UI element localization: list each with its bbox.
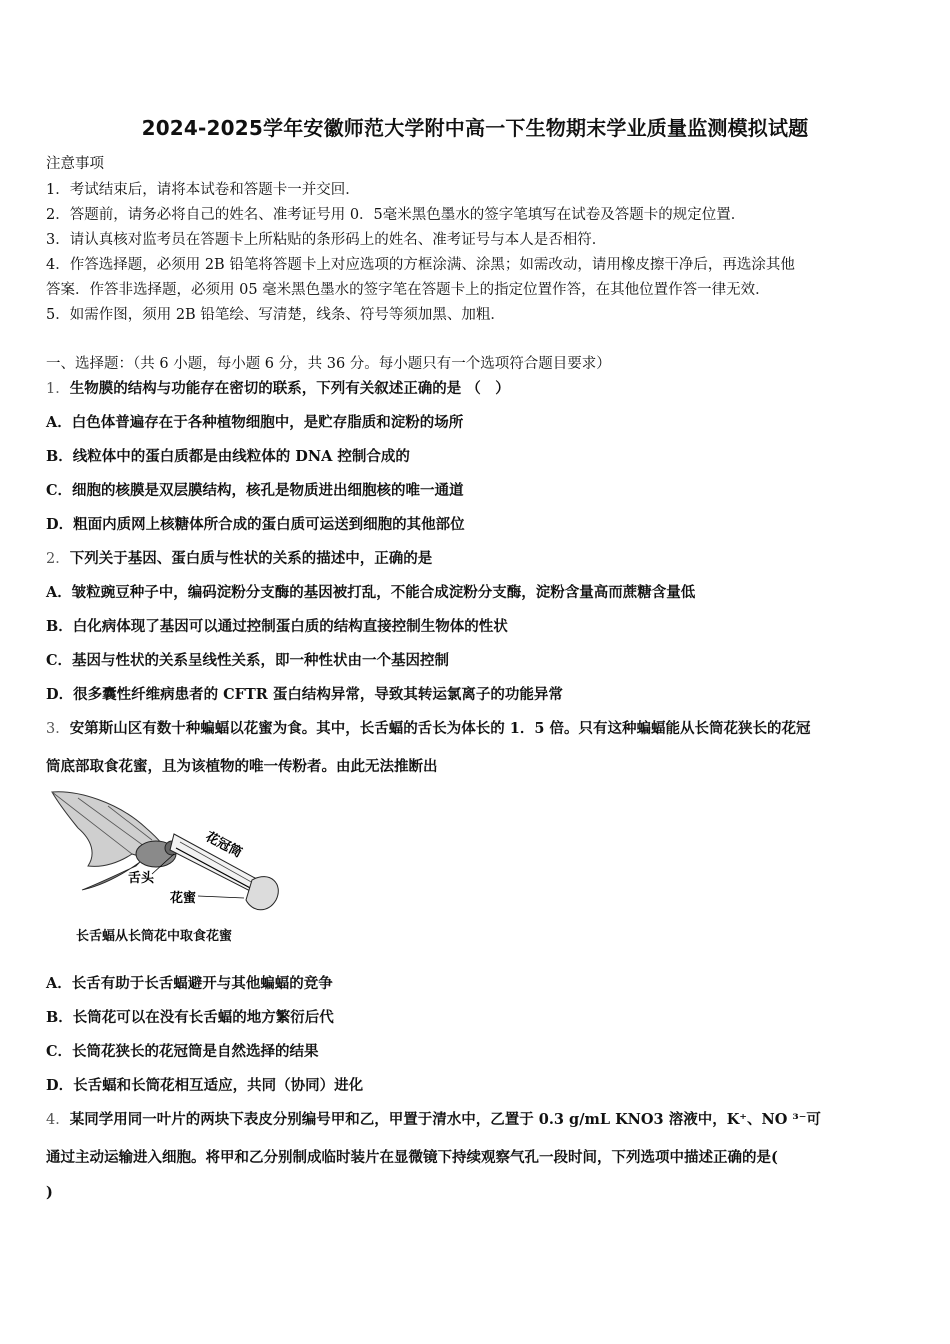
question-stem-cont: 通过主动运输进入细胞。将甲和乙分别制成临时装片在显微镜下持续观察气孔一段时间，下列选项中描述正确的是( [46,1149,778,1166]
tongue [176,848,254,890]
question-number: 3． [46,721,70,737]
question-2 [46,547,432,568]
option-a[interactable]: A．白色体普遍存在于各种植物细胞中，是贮存脂质和淀粉的场所 [46,414,464,431]
option-d[interactable]: D．长舌蝠和长筒花相互适应，共同（协同）进化 [46,1077,364,1094]
page-title: 2024-2025学年安徽师范大学附中高一下生物期末学业质量监测模拟试题 [141,116,809,140]
question-stem-cont: 筒底部取食花蜜，且为该植物的唯一传粉者。由此无法推断出 [46,758,438,775]
notice-heading: 注意事项 [46,156,104,172]
option-c[interactable]: C．细胞的核膜是双层膜结构，核孔是物质进出细胞核的唯一通道 [46,482,464,499]
option-c[interactable]: C．长筒花狭长的花冠筒是自然选择的结果 [46,1043,319,1060]
question-number: 4． [46,1112,70,1128]
question-3 [46,717,811,738]
question-stem: 下列关于基因、蛋白质与性状的关系的描述中，正确的是 [69,550,433,567]
label-nectar: 花蜜 [170,891,197,906]
option-b[interactable]: B．长筒花可以在没有长舌蝠的地方繁衍后代 [46,1009,334,1026]
option-d[interactable]: D．粗面内质网上核糖体所合成的蛋白质可运送到细胞的其他部位 [46,516,465,533]
notice-item: 2．答题前，请务必将自己的姓名、准考证号用 0．5毫米黑色墨水的签字笔填写在试卷及答题卡的规定位置． [46,207,746,223]
question-number: 1． [46,381,70,397]
label-tongue: 舌头 [128,871,155,886]
section-heading: 一、选择题：（共 6 小题，每小题 6 分，共 36 分。每小题只有一个选项符合题目要求） [46,356,611,372]
notice-item: 1．考试结束后，请将本试卷和答题卡一并交回． [46,182,360,198]
label-tube: 花冠筒 [202,829,245,862]
question-1 [46,377,510,398]
option-a[interactable]: A．皱粒豌豆种子中，编码淀粉分支酶的基因被打乱，不能合成淀粉分支酶，淀粉含量高而蔗糖含量低 [46,584,696,601]
option-d[interactable]: D．很多囊性纤维病患者的 CFTR 蛋白结构异常，导致其转运氯离子的功能异常 [46,686,563,703]
notice-item: 答案．作答非选择题，必须用 05 毫米黑色墨水的签字笔在答题卡上的指定位置作答，在其他位置作答一律无效． [46,282,770,298]
question-stem: 某同学用同一叶片的两块下表皮分别编号甲和乙，甲置于清水中，乙置于 0.3 g/mL KNO3 溶液中，K⁺、NO ³⁻可 [69,1111,821,1128]
question-4 [46,1108,821,1129]
option-a[interactable]: A．长舌有助于长舌蝠避开与其他蝙蝠的竞争 [46,975,333,992]
option-c[interactable]: C．基因与性状的关系呈线性关系，即一种性状由一个基因控制 [46,652,450,669]
figure-caption: 长舌蝠从长筒花中取食花蜜 [76,929,233,944]
question-number: 2． [46,551,70,567]
notice-item: 5．如需作图，须用 2B 铅笔绘、写清楚，线条、符号等须加黑、加粗． [46,307,505,323]
question-stem-cont: ) [46,1184,53,1201]
option-b[interactable]: B．线粒体中的蛋白质都是由线粒体的 DNA 控制合成的 [46,448,410,465]
question-stem: 生物膜的结构与功能存在密切的联系，下列有关叙述正确的是 （ ） [69,380,510,397]
question-stem: 安第斯山区有数十种蝙蝠以花蜜为食。其中，长舌蝠的舌长为体长的 1．5 倍。只有这种蝙蝠能从长筒花狭长的花冠 [69,720,811,737]
bat-flower-figure [48,788,280,946]
option-b[interactable]: B．白化病体现了基因可以通过控制蛋白质的结构直接控制生物体的性状 [46,618,508,635]
notice-item: 4．作答选择题，必须用 2B 铅笔将答题卡上对应选项的方框涂满、涂黑；如需改动，请用橡皮擦干净后，再选涂其他 [46,257,795,273]
notice-item: 3．请认真核对监考员在答题卡上所粘贴的条形码上的姓名、准考证号与本人是否相符． [46,232,607,248]
